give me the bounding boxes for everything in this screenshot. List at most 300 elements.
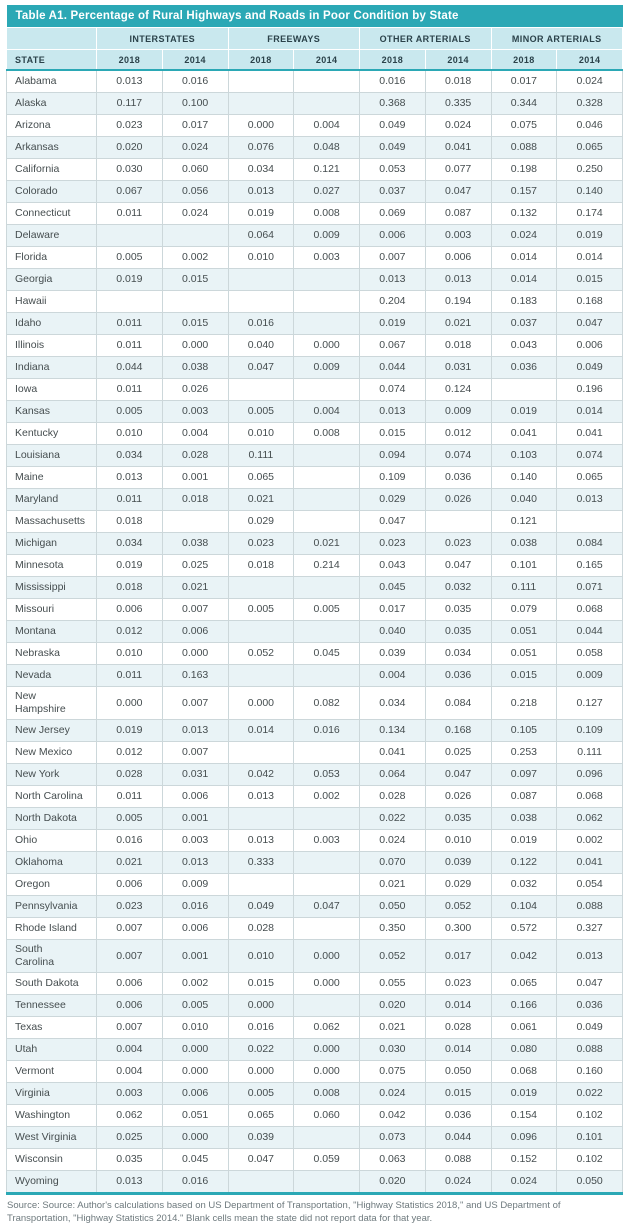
value-cell: 0.055 — [360, 973, 426, 995]
value-cell: 0.040 — [360, 621, 426, 643]
state-name-cell: Massachusetts — [7, 511, 97, 533]
year-header-row — [7, 50, 623, 71]
value-cell: 0.071 — [557, 577, 623, 599]
value-cell: 0.572 — [491, 918, 557, 940]
value-cell — [294, 621, 360, 643]
state-name-cell: Arkansas — [7, 137, 97, 159]
value-cell: 0.009 — [294, 357, 360, 379]
value-cell: 0.025 — [97, 1127, 163, 1149]
value-cell: 0.101 — [491, 555, 557, 577]
value-cell: 0.127 — [557, 687, 623, 720]
value-cell: 0.013 — [360, 269, 426, 291]
value-cell: 0.024 — [360, 830, 426, 852]
value-cell: 0.174 — [557, 203, 623, 225]
table-title: Table A1. Percentage of Rural Highways and Roads in Poor Condition by State — [7, 5, 623, 28]
value-cell: 0.047 — [360, 511, 426, 533]
year-header-freeways-2018: 2018 — [228, 50, 294, 71]
value-cell: 0.050 — [360, 896, 426, 918]
value-cell: 0.084 — [557, 533, 623, 555]
value-cell: 0.087 — [425, 203, 491, 225]
table-row — [7, 973, 623, 995]
value-cell: 0.007 — [162, 687, 228, 720]
value-cell: 0.088 — [425, 1149, 491, 1171]
value-cell: 0.009 — [557, 665, 623, 687]
table-row — [7, 1149, 623, 1171]
value-cell: 0.021 — [97, 852, 163, 874]
value-cell: 0.039 — [360, 643, 426, 665]
value-cell: 0.007 — [97, 918, 163, 940]
value-cell — [294, 918, 360, 940]
value-cell: 0.065 — [228, 467, 294, 489]
table-row — [7, 70, 623, 93]
value-cell: 0.000 — [228, 1061, 294, 1083]
value-cell: 0.102 — [557, 1105, 623, 1127]
state-name-cell: Wisconsin — [7, 1149, 97, 1171]
value-cell: 0.036 — [425, 665, 491, 687]
state-name-cell: Rhode Island — [7, 918, 97, 940]
value-cell: 0.050 — [425, 1061, 491, 1083]
value-cell: 0.002 — [557, 830, 623, 852]
value-cell: 0.002 — [162, 247, 228, 269]
value-cell: 0.068 — [557, 599, 623, 621]
value-cell: 0.037 — [491, 313, 557, 335]
value-cell: 0.010 — [97, 643, 163, 665]
value-cell: 0.049 — [557, 357, 623, 379]
value-cell: 0.015 — [491, 665, 557, 687]
value-cell: 0.007 — [360, 247, 426, 269]
value-cell: 0.024 — [360, 1083, 426, 1105]
value-cell: 0.001 — [162, 808, 228, 830]
value-cell — [294, 445, 360, 467]
value-cell — [228, 1171, 294, 1194]
table-row — [7, 687, 623, 720]
value-cell: 0.056 — [162, 181, 228, 203]
value-cell — [228, 621, 294, 643]
value-cell: 0.019 — [491, 401, 557, 423]
value-cell: 0.009 — [425, 401, 491, 423]
state-name-cell: Oklahoma — [7, 852, 97, 874]
value-cell: 0.018 — [425, 335, 491, 357]
value-cell: 0.140 — [557, 181, 623, 203]
value-cell: 0.020 — [97, 137, 163, 159]
value-cell — [228, 577, 294, 599]
table-row — [7, 643, 623, 665]
table-row — [7, 401, 623, 423]
value-cell: 0.011 — [97, 335, 163, 357]
table-row — [7, 115, 623, 137]
value-cell: 0.065 — [557, 467, 623, 489]
table-row — [7, 621, 623, 643]
value-cell — [294, 70, 360, 93]
value-cell: 0.002 — [162, 973, 228, 995]
value-cell: 0.000 — [228, 115, 294, 137]
value-cell: 0.013 — [162, 852, 228, 874]
table-row — [7, 533, 623, 555]
value-cell: 0.060 — [294, 1105, 360, 1127]
value-cell: 0.000 — [97, 687, 163, 720]
state-name-cell: Connecticut — [7, 203, 97, 225]
table-row — [7, 555, 623, 577]
table-row — [7, 93, 623, 115]
value-cell: 0.067 — [360, 335, 426, 357]
value-cell: 0.020 — [360, 995, 426, 1017]
value-cell: 0.047 — [425, 764, 491, 786]
state-name-cell: Utah — [7, 1039, 97, 1061]
value-cell: 0.005 — [162, 995, 228, 1017]
rural-highways-poor-condition-table — [6, 5, 623, 1195]
value-cell: 0.000 — [294, 335, 360, 357]
value-cell — [228, 665, 294, 687]
state-name-cell: Colorado — [7, 181, 97, 203]
state-name-cell: Vermont — [7, 1061, 97, 1083]
value-cell: 0.028 — [97, 764, 163, 786]
value-cell: 0.008 — [294, 1083, 360, 1105]
table-row — [7, 808, 623, 830]
value-cell: 0.058 — [557, 643, 623, 665]
value-cell: 0.218 — [491, 687, 557, 720]
value-cell: 0.037 — [360, 181, 426, 203]
value-cell — [228, 742, 294, 764]
value-cell: 0.021 — [360, 1017, 426, 1039]
value-cell: 0.007 — [162, 742, 228, 764]
value-cell: 0.034 — [97, 445, 163, 467]
table-row — [7, 357, 623, 379]
value-cell: 0.022 — [228, 1039, 294, 1061]
table-row — [7, 1061, 623, 1083]
value-cell: 0.005 — [228, 401, 294, 423]
value-cell: 0.075 — [360, 1061, 426, 1083]
value-cell: 0.005 — [228, 599, 294, 621]
state-name-cell: Oregon — [7, 874, 97, 896]
value-cell: 0.041 — [360, 742, 426, 764]
value-cell: 0.014 — [491, 269, 557, 291]
year-header-interstates-2018: 2018 — [97, 50, 163, 71]
value-cell: 0.032 — [425, 577, 491, 599]
value-cell: 0.004 — [360, 665, 426, 687]
value-cell: 0.052 — [425, 896, 491, 918]
value-cell: 0.122 — [491, 852, 557, 874]
value-cell: 0.121 — [294, 159, 360, 181]
table-row — [7, 874, 623, 896]
state-name-cell: Indiana — [7, 357, 97, 379]
value-cell: 0.014 — [557, 247, 623, 269]
state-name-cell: Mississippi — [7, 577, 97, 599]
value-cell: 0.024 — [491, 225, 557, 247]
value-cell: 0.023 — [425, 533, 491, 555]
value-cell: 0.157 — [491, 181, 557, 203]
value-cell: 0.000 — [294, 1061, 360, 1083]
value-cell: 0.010 — [97, 423, 163, 445]
value-cell — [294, 291, 360, 313]
value-cell: 0.044 — [97, 357, 163, 379]
value-cell — [294, 93, 360, 115]
value-cell: 0.096 — [557, 764, 623, 786]
value-cell — [97, 225, 163, 247]
value-cell: 0.016 — [360, 70, 426, 93]
value-cell: 0.075 — [491, 115, 557, 137]
col-group-interstates: INTERSTATES — [97, 28, 229, 50]
value-cell: 0.024 — [557, 70, 623, 93]
value-cell: 0.045 — [162, 1149, 228, 1171]
value-cell: 0.029 — [228, 511, 294, 533]
value-cell: 0.019 — [97, 555, 163, 577]
value-cell: 0.048 — [294, 137, 360, 159]
value-cell: 0.019 — [97, 720, 163, 742]
value-cell: 0.044 — [425, 1127, 491, 1149]
table-row — [7, 247, 623, 269]
value-cell: 0.016 — [162, 1171, 228, 1194]
value-cell — [557, 511, 623, 533]
state-name-cell: Arizona — [7, 115, 97, 137]
value-cell: 0.088 — [491, 137, 557, 159]
value-cell: 0.154 — [491, 1105, 557, 1127]
table-row — [7, 852, 623, 874]
state-name-cell: Virginia — [7, 1083, 97, 1105]
value-cell: 0.049 — [228, 896, 294, 918]
value-cell: 0.111 — [228, 445, 294, 467]
value-cell: 0.004 — [294, 401, 360, 423]
state-name-cell: Kansas — [7, 401, 97, 423]
table-row — [7, 1083, 623, 1105]
value-cell: 0.023 — [360, 533, 426, 555]
value-cell: 0.036 — [491, 357, 557, 379]
value-cell: 0.160 — [557, 1061, 623, 1083]
value-cell — [228, 93, 294, 115]
value-cell — [228, 874, 294, 896]
value-cell: 0.034 — [360, 687, 426, 720]
table-row — [7, 203, 623, 225]
value-cell: 0.013 — [97, 467, 163, 489]
value-cell: 0.005 — [97, 247, 163, 269]
title-row — [7, 5, 623, 28]
value-cell: 0.088 — [557, 1039, 623, 1061]
value-cell: 0.017 — [425, 940, 491, 973]
value-cell: 0.002 — [294, 786, 360, 808]
value-cell: 0.163 — [162, 665, 228, 687]
value-cell: 0.062 — [557, 808, 623, 830]
state-name-cell: Pennsylvania — [7, 896, 97, 918]
table-row — [7, 1017, 623, 1039]
state-name-cell: Florida — [7, 247, 97, 269]
value-cell: 0.011 — [97, 489, 163, 511]
value-cell: 0.152 — [491, 1149, 557, 1171]
value-cell: 0.003 — [294, 830, 360, 852]
value-cell: 0.069 — [360, 203, 426, 225]
value-cell: 0.054 — [557, 874, 623, 896]
value-cell: 0.006 — [97, 874, 163, 896]
value-cell: 0.018 — [162, 489, 228, 511]
value-cell: 0.005 — [228, 1083, 294, 1105]
value-cell — [294, 511, 360, 533]
value-cell: 0.011 — [97, 665, 163, 687]
value-cell — [228, 70, 294, 93]
value-cell: 0.011 — [97, 313, 163, 335]
value-cell: 0.214 — [294, 555, 360, 577]
corner-empty-cell — [7, 28, 97, 50]
year-header-minor-arterials-2014: 2014 — [557, 50, 623, 71]
state-name-cell: North Dakota — [7, 808, 97, 830]
year-header-other-arterials-2018: 2018 — [360, 50, 426, 71]
value-cell: 0.015 — [360, 423, 426, 445]
value-cell — [228, 269, 294, 291]
value-cell: 0.014 — [557, 401, 623, 423]
value-cell: 0.084 — [425, 687, 491, 720]
value-cell: 0.006 — [360, 225, 426, 247]
value-cell: 0.063 — [360, 1149, 426, 1171]
value-cell — [97, 291, 163, 313]
value-cell: 0.005 — [294, 599, 360, 621]
value-cell: 0.044 — [360, 357, 426, 379]
value-cell: 0.047 — [557, 973, 623, 995]
value-cell: 0.047 — [557, 313, 623, 335]
value-cell: 0.027 — [294, 181, 360, 203]
value-cell: 0.074 — [557, 445, 623, 467]
value-cell: 0.024 — [491, 1171, 557, 1194]
value-cell: 0.034 — [425, 643, 491, 665]
value-cell: 0.022 — [557, 1083, 623, 1105]
table-row — [7, 313, 623, 335]
value-cell: 0.030 — [360, 1039, 426, 1061]
value-cell: 0.029 — [425, 874, 491, 896]
value-cell: 0.051 — [162, 1105, 228, 1127]
value-cell: 0.015 — [162, 313, 228, 335]
table-row — [7, 764, 623, 786]
value-cell: 0.073 — [360, 1127, 426, 1149]
value-cell: 0.059 — [294, 1149, 360, 1171]
value-cell: 0.023 — [97, 896, 163, 918]
value-cell: 0.039 — [425, 852, 491, 874]
value-cell: 0.026 — [162, 379, 228, 401]
state-name-cell: Nevada — [7, 665, 97, 687]
value-cell: 0.019 — [491, 1083, 557, 1105]
value-cell: 0.051 — [491, 621, 557, 643]
value-cell: 0.013 — [162, 720, 228, 742]
table-row — [7, 269, 623, 291]
state-name-cell: West Virginia — [7, 1127, 97, 1149]
value-cell — [294, 808, 360, 830]
value-cell: 0.022 — [360, 808, 426, 830]
value-cell: 0.025 — [162, 555, 228, 577]
value-cell: 0.100 — [162, 93, 228, 115]
value-cell: 0.036 — [557, 995, 623, 1017]
value-cell: 0.021 — [228, 489, 294, 511]
value-cell: 0.166 — [491, 995, 557, 1017]
value-cell: 0.031 — [425, 357, 491, 379]
table-row — [7, 1039, 623, 1061]
value-cell: 0.018 — [228, 555, 294, 577]
value-cell: 0.011 — [97, 786, 163, 808]
value-cell: 0.007 — [162, 599, 228, 621]
value-cell: 0.006 — [162, 786, 228, 808]
value-cell: 0.010 — [425, 830, 491, 852]
value-cell: 0.007 — [97, 940, 163, 973]
value-cell: 0.045 — [294, 643, 360, 665]
year-header-interstates-2014: 2014 — [162, 50, 228, 71]
value-cell: 0.070 — [360, 852, 426, 874]
col-group-freeways: FREEWAYS — [228, 28, 360, 50]
value-cell: 0.105 — [491, 720, 557, 742]
value-cell: 0.097 — [491, 764, 557, 786]
value-cell: 0.060 — [162, 159, 228, 181]
value-cell: 0.134 — [360, 720, 426, 742]
value-cell: 0.076 — [228, 137, 294, 159]
table-row — [7, 995, 623, 1017]
value-cell: 0.068 — [557, 786, 623, 808]
value-cell: 0.016 — [162, 70, 228, 93]
value-cell: 0.028 — [162, 445, 228, 467]
value-cell: 0.020 — [360, 1171, 426, 1194]
value-cell: 0.006 — [162, 918, 228, 940]
value-cell: 0.004 — [294, 115, 360, 137]
value-cell: 0.328 — [557, 93, 623, 115]
value-cell: 0.003 — [162, 401, 228, 423]
table-row — [7, 137, 623, 159]
value-cell: 0.041 — [557, 852, 623, 874]
value-cell: 0.064 — [228, 225, 294, 247]
value-cell — [294, 577, 360, 599]
value-cell — [294, 467, 360, 489]
value-cell: 0.041 — [491, 423, 557, 445]
table-row — [7, 599, 623, 621]
value-cell: 0.034 — [228, 159, 294, 181]
value-cell — [294, 1127, 360, 1149]
value-cell: 0.052 — [360, 940, 426, 973]
value-cell: 0.010 — [228, 940, 294, 973]
value-cell: 0.050 — [557, 1171, 623, 1194]
value-cell: 0.015 — [425, 1083, 491, 1105]
value-cell: 0.006 — [97, 995, 163, 1017]
value-cell — [294, 995, 360, 1017]
value-cell: 0.023 — [425, 973, 491, 995]
year-header-other-arterials-2014: 2014 — [425, 50, 491, 71]
state-name-cell: Alabama — [7, 70, 97, 93]
value-cell: 0.028 — [425, 1017, 491, 1039]
table-row — [7, 445, 623, 467]
value-cell: 0.117 — [97, 93, 163, 115]
value-cell: 0.000 — [294, 973, 360, 995]
value-cell: 0.004 — [162, 423, 228, 445]
value-cell: 0.028 — [360, 786, 426, 808]
year-header-minor-arterials-2018: 2018 — [491, 50, 557, 71]
state-name-cell: New York — [7, 764, 97, 786]
value-cell: 0.014 — [425, 995, 491, 1017]
value-cell: 0.068 — [491, 1061, 557, 1083]
value-cell: 0.012 — [97, 621, 163, 643]
state-name-cell: Maryland — [7, 489, 97, 511]
value-cell: 0.006 — [97, 599, 163, 621]
value-cell: 0.015 — [162, 269, 228, 291]
value-cell: 0.021 — [294, 533, 360, 555]
table-row — [7, 940, 623, 973]
state-name-cell: Kentucky — [7, 423, 97, 445]
value-cell: 0.016 — [97, 830, 163, 852]
value-cell: 0.018 — [425, 70, 491, 93]
state-name-cell: New Hampshire — [7, 687, 97, 720]
table-row — [7, 577, 623, 599]
value-cell: 0.204 — [360, 291, 426, 313]
value-cell: 0.335 — [425, 93, 491, 115]
value-cell: 0.004 — [97, 1061, 163, 1083]
value-cell: 0.013 — [97, 1171, 163, 1194]
value-cell: 0.009 — [294, 225, 360, 247]
table-row — [7, 225, 623, 247]
value-cell: 0.016 — [228, 1017, 294, 1039]
table-row — [7, 291, 623, 313]
value-cell: 0.000 — [162, 1061, 228, 1083]
table-row — [7, 423, 623, 445]
value-cell: 0.003 — [162, 830, 228, 852]
value-cell: 0.007 — [97, 1017, 163, 1039]
